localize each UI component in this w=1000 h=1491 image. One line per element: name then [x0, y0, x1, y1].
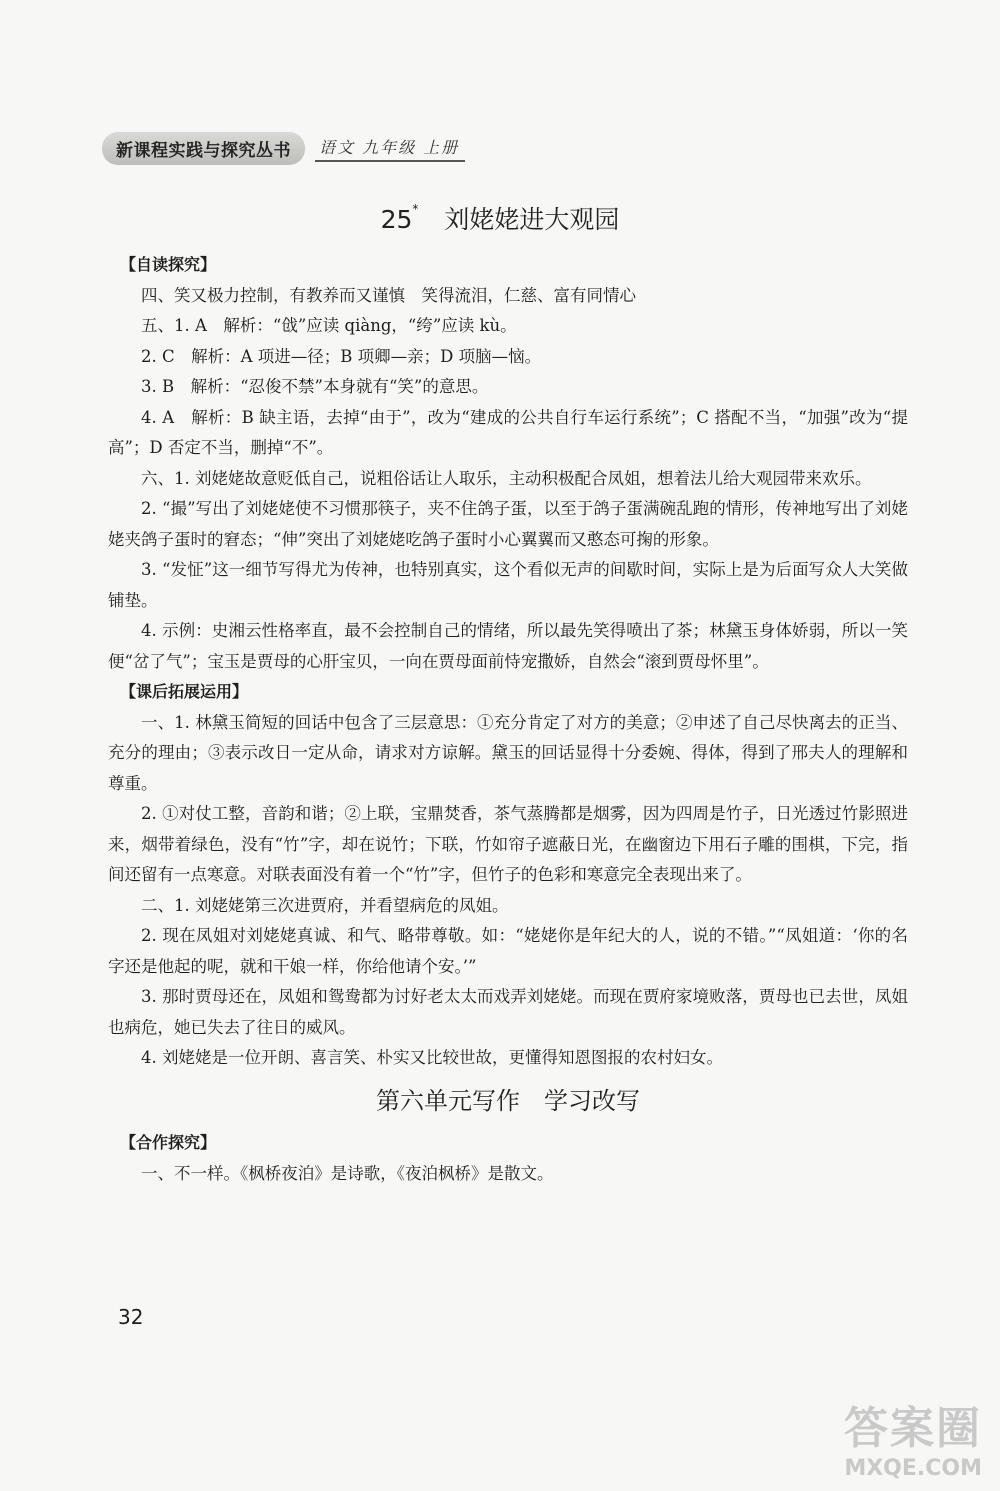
answer-line: 3. B 解析：“忍俊不禁”本身就有“笑”的意思。 — [141, 377, 489, 396]
answer-line: 2. ①对仗工整，音韵和谐；②上联，宝鼎焚香，茶气蒸腾都是烟雾，因为四周是竹子，日光透过竹影照进来，烟带着绿色，没有“竹”字，却在说竹；下联，竹如帘子遮蔽日光，在幽窗边下用石子雕的围棋，下完，指间还留有一点寒意。对联表面没有着一个“竹”字，但竹子的色彩和寒意完全表现出来了。 — [108, 804, 908, 884]
watermark-text: 答案圈 — [844, 1403, 982, 1454]
subject-label: 语文 九年级 上册 — [315, 135, 465, 162]
answer-line: 2. “撮”写出了刘姥姥使不习惯那筷子，夹不住鸽子蛋，以至于鸽子蛋满碗乱跑的情形，传神地写出了刘姥姥夹鸽子蛋时的窘态；“伸”突出了刘姥姥吃鸽子蛋时小心翼翼而又憨态可掬的形象。 — [108, 499, 908, 549]
answer-line: 4. 示例：史湘云性格率直，最不会控制自己的情绪，所以最先笑得喷出了茶；林黛玉身体娇弱，所以一笑便“岔了气”；宝玉是贾母的心肝宝贝，一向在贾母面前恃宠撒娇，自然会“滚到贾母怀里”。 — [108, 621, 908, 671]
series-label: 新课程实践与探究丛书 — [102, 132, 305, 165]
lesson-mark: * — [412, 202, 419, 216]
answer-content — [108, 250, 908, 1189]
page-number: 32 — [118, 1305, 144, 1329]
answer-line: 4. 刘姥姥是一位开朗、喜言笑、朴实又比较世故，更懂得知恩图报的农村妇女。 — [141, 1048, 723, 1067]
answer-line: 3. 那时贾母还在，凤姐和鸳鸯都为讨好老太太而戏弄刘姥姥。而现在贾府家境败落，贾母也已去世，凤姐也病危，她已失去了往日的威风。 — [108, 987, 908, 1037]
unit-title: 第六单元写作 学习改写 — [376, 1086, 640, 1115]
answer-line: 2. C 解析：A 项进—径；B 项卿—亲；D 项脑—恼。 — [141, 346, 542, 366]
section-heading-cooperative: 【合作探究】 — [120, 1133, 217, 1152]
watermark-url: MXQE.COM — [844, 1456, 982, 1481]
answer-line: 3. “发怔”这一细节写得尤为传神，也特别真实，这个看似无声的间歇时间，实际上是为后面写众人大笑做铺垫。 — [108, 560, 908, 610]
answer-line: 2. 现在凤姐对刘姥姥真诚、和气、略带尊敬。如：“姥姥你是年纪大的人，说的不错。”“凤姐道：‘你的名字还是他起的呢，就和干娘一样，你给他请个安。’” — [108, 926, 908, 976]
answer-line: 四、笑又极力控制，有教养而又谨慎 笑得流泪，仁慈、富有同情心 — [141, 285, 636, 305]
running-header — [102, 132, 465, 165]
answer-line: 一、1. 林黛玉简短的回话中包含了三层意思：①充分肯定了对方的美意；②申述了自己尽快离去的正当、充分的理由；③表示改日一定从命，请求对方谅解。黛玉的回话显得十分委婉、得体，得到了邢夫人的理解和尊重。 — [108, 712, 908, 793]
section-heading-extension: 【课后拓展运用】 — [120, 682, 249, 701]
section-heading-self-reading: 【自读探究】 — [120, 255, 217, 274]
answer-line: 二、1. 刘姥姥第三次进贾府，并看望病危的凤姐。 — [141, 895, 509, 915]
answer-line: 4. A 解析：B 缺主语，去掉“由于”，改为“建成的公共自行车运行系统”；C 搭配不当，“加强”改为“提高”；D 否定不当，删掉“不”。 — [108, 407, 908, 457]
lesson-title-text: 刘姥姥进大观园 — [444, 205, 620, 234]
watermark-logo — [844, 1392, 982, 1481]
answer-line: 六、1. 刘姥姥故意贬低自己，说粗俗话让人取乐，主动积极配合凤姐，想着法儿给大观园带来欢乐。 — [141, 468, 872, 488]
answer-line: 一、不一样。《枫桥夜泊》是诗歌，《夜泊枫桥》是散文。 — [141, 1163, 554, 1183]
lesson-title — [0, 200, 1000, 236]
lesson-number: 25* — [380, 202, 419, 234]
answer-line: 五、1. A 解析：“戗”应读 qiàng，“绔”应读 kù。 — [141, 316, 517, 335]
